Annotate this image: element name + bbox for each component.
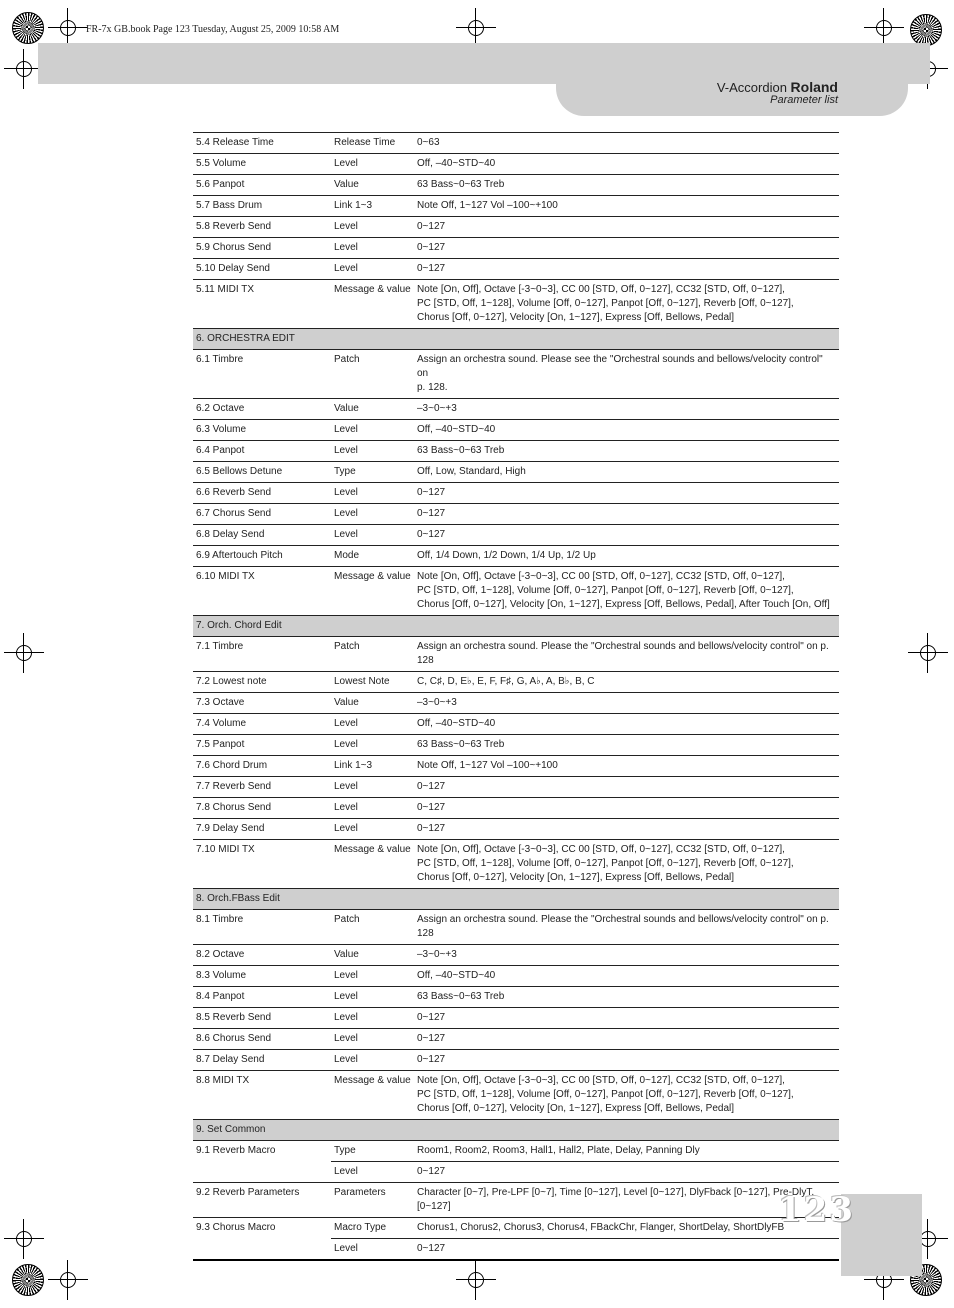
parameter-name: 7.3 Octave [193, 693, 331, 714]
parameter-subitem: Level [331, 1162, 414, 1183]
parameter-name: 6.1 Timbre [193, 350, 331, 399]
parameter-name: 8.8 MIDI TX [193, 1071, 331, 1120]
parameter-value: 0~127 [414, 483, 839, 504]
crosshair-icon [464, 1268, 488, 1292]
parameter-subitem: Message & value [331, 567, 414, 616]
brand-name: Roland [790, 79, 838, 95]
parameter-subitem: Level [331, 504, 414, 525]
parameter-value: 0~127 [414, 798, 839, 819]
parameter-subitem: Release Time [331, 133, 414, 154]
table-row [193, 1239, 839, 1261]
parameter-subitem: Level [331, 1029, 414, 1050]
section-heading: 6. ORCHESTRA EDIT [193, 329, 839, 350]
table-row [193, 441, 839, 462]
parameter-name: 6.8 Delay Send [193, 525, 331, 546]
section-heading: 9. Set Common [193, 1120, 839, 1141]
parameter-name: 5.11 MIDI TX [193, 280, 331, 329]
table-row [193, 1183, 839, 1218]
parameter-subitem: Level [331, 238, 414, 259]
parameter-value: 0~127 [414, 1050, 839, 1071]
parameter-value: Assign an orchestra sound. Please see the "Orchestral sounds and bellows/velocity control" on p. 128. [414, 350, 839, 399]
parameter-name: 5.4 Release Time [193, 133, 331, 154]
crosshair-icon [12, 1227, 36, 1251]
parameter-value: Chorus1, Chorus2, Chorus3, Chorus4, FBackChr, Flanger, ShortDelay, ShortDlyFB [414, 1218, 839, 1239]
parameter-name: 7.7 Reverb Send [193, 777, 331, 798]
crosshair-icon [56, 1268, 80, 1292]
parameter-name: 5.9 Chorus Send [193, 238, 331, 259]
parameter-value: Off, Low, Standard, High [414, 462, 839, 483]
table-row [193, 1050, 839, 1071]
parameter-name: 7.8 Chorus Send [193, 798, 331, 819]
parameter-subitem: Level [331, 217, 414, 238]
parameter-subitem: Level [331, 798, 414, 819]
parameter-value: C, C♯, D, E♭, E, F, F♯, G, A♭, A, B♭, B, C [414, 672, 839, 693]
parameter-subitem: Level [331, 777, 414, 798]
parameter-name: 6.4 Panpot [193, 441, 331, 462]
table-row [193, 945, 839, 966]
parameter-subitem: Level [331, 441, 414, 462]
product-name [717, 79, 838, 95]
parameter-name: 8.6 Chorus Send [193, 1029, 331, 1050]
table-row [193, 504, 839, 525]
parameter-name: 9.1 Reverb Macro [193, 1141, 331, 1162]
parameter-subitem: Message & value [331, 840, 414, 889]
table-row [193, 196, 839, 217]
parameter-subitem: Level [331, 714, 414, 735]
parameter-value: –3~0~+3 [414, 945, 839, 966]
parameter-value: –3~0~+3 [414, 693, 839, 714]
parameter-name: 8.2 Octave [193, 945, 331, 966]
parameter-name: 7.2 Lowest note [193, 672, 331, 693]
parameter-subitem: Level [331, 987, 414, 1008]
table-row [193, 714, 839, 735]
parameter-subitem: Mode [331, 546, 414, 567]
parameter-subitem: Level [331, 1008, 414, 1029]
parameter-value: 63 Bass~0~63 Treb [414, 175, 839, 196]
parameter-name: 8.1 Timbre [193, 910, 331, 945]
parameter-subitem: Type [331, 462, 414, 483]
table-row [193, 777, 839, 798]
parameter-name: 6.10 MIDI TX [193, 567, 331, 616]
table-row [193, 483, 839, 504]
parameter-value: Room1, Room2, Room3, Hall1, Hall2, Plate, Delay, Panning Dly [414, 1141, 839, 1162]
parameter-value: 63 Bass~0~63 Treb [414, 441, 839, 462]
parameter-subitem: Level [331, 154, 414, 175]
parameter-name: 5.8 Reverb Send [193, 217, 331, 238]
table-row [193, 546, 839, 567]
table-row [193, 693, 839, 714]
parameter-subitem: Message & value [331, 280, 414, 329]
parameter-name [193, 1239, 331, 1261]
parameter-subitem: Level [331, 259, 414, 280]
parameter-name: 5.10 Delay Send [193, 259, 331, 280]
table-row [193, 756, 839, 777]
parameter-table [193, 132, 839, 1261]
table-row [193, 1029, 839, 1050]
parameter-subitem: Value [331, 175, 414, 196]
crosshair-icon [916, 641, 940, 665]
section-row [193, 889, 839, 910]
parameter-value: 0~63 [414, 133, 839, 154]
parameter-subitem: Link 1~3 [331, 756, 414, 777]
table-row [193, 567, 839, 616]
table-row [193, 462, 839, 483]
parameter-value: Note Off, 1~127 Vol –100~+100 [414, 196, 839, 217]
table-row [193, 420, 839, 441]
parameter-subitem: Level [331, 420, 414, 441]
section-row [193, 616, 839, 637]
parameter-value: 0~127 [414, 1029, 839, 1050]
parameter-value: 0~127 [414, 525, 839, 546]
print-slug: FR-7x GB.book Page 123 Tuesday, August 25, 2009 10:58 AM [86, 24, 340, 35]
table-row [193, 154, 839, 175]
parameter-name: 7.4 Volume [193, 714, 331, 735]
parameter-value: Off, –40~STD~40 [414, 420, 839, 441]
parameter-name: 6.2 Octave [193, 399, 331, 420]
parameter-subitem: Level [331, 966, 414, 987]
table-row [193, 840, 839, 889]
table-row [193, 735, 839, 756]
parameter-subitem: Patch [331, 910, 414, 945]
parameter-subitem: Macro Type [331, 1218, 414, 1239]
parameter-name: 7.10 MIDI TX [193, 840, 331, 889]
parameter-value: 0~127 [414, 504, 839, 525]
parameter-value: 63 Bass~0~63 Treb [414, 987, 839, 1008]
table-row [193, 966, 839, 987]
parameter-name: 9.2 Reverb Parameters [193, 1183, 331, 1218]
parameter-name: 7.1 Timbre [193, 637, 331, 672]
table-row [193, 238, 839, 259]
crosshair-icon [12, 57, 36, 81]
parameter-table-body [193, 133, 839, 1261]
parameter-name: 6.9 Aftertouch Pitch [193, 546, 331, 567]
table-row [193, 525, 839, 546]
parameter-value: Character [0~7], Pre-LPF [0~7], Time [0~127], Level [0~127], DlyFback [0~127], Pre-DlyT. [0~127] [414, 1183, 839, 1218]
parameter-subitem: Value [331, 693, 414, 714]
parameter-value: Off, –40~STD~40 [414, 154, 839, 175]
parameter-value: Off, –40~STD~40 [414, 966, 839, 987]
crosshair-icon [464, 16, 488, 40]
parameter-subitem: Patch [331, 350, 414, 399]
parameter-value: –3~0~+3 [414, 399, 839, 420]
table-row [193, 798, 839, 819]
parameter-value: 0~127 [414, 1008, 839, 1029]
parameter-name: 7.6 Chord Drum [193, 756, 331, 777]
parameter-name [193, 1162, 331, 1183]
parameter-subitem: Link 1~3 [331, 196, 414, 217]
parameter-value: 63 Bass~0~63 Treb [414, 735, 839, 756]
parameter-name: 5.5 Volume [193, 154, 331, 175]
parameter-value: 0~127 [414, 1162, 839, 1183]
parameter-name: 6.5 Bellows Detune [193, 462, 331, 483]
table-row [193, 350, 839, 399]
parameter-subitem: Level [331, 1239, 414, 1261]
parameter-name: 6.7 Chorus Send [193, 504, 331, 525]
parameter-value: 0~127 [414, 259, 839, 280]
parameter-subitem: Value [331, 399, 414, 420]
parameter-value: Note [On, Off], Octave [-3~0~3], CC 00 [STD, Off, 0~127], CC32 [STD, Off, 0~127], PC [STD, Off, 1~128], Volume [Off, 0~127], Panpot [Off, 0~127], Reverb [Off, 0~127], Chorus [Off, 0~127], Velocity [On, 1~127], Express [Off, Bellows, Pedal] [414, 280, 839, 329]
parameter-name: 7.9 Delay Send [193, 819, 331, 840]
parameter-value: 0~127 [414, 238, 839, 259]
parameter-name: 8.3 Volume [193, 966, 331, 987]
parameter-subitem: Level [331, 483, 414, 504]
table-row [193, 1071, 839, 1120]
parameter-value: Assign an orchestra sound. Please the "Orchestral sounds and bellows/velocity control" on p. 128 [414, 637, 839, 672]
table-row [193, 819, 839, 840]
parameter-value: Note Off, 1~127 Vol –100~+100 [414, 756, 839, 777]
registration-burst-icon [12, 12, 44, 44]
crosshair-icon [12, 641, 36, 665]
parameter-name: 8.5 Reverb Send [193, 1008, 331, 1029]
table-row [193, 133, 839, 154]
parameter-value: Note [On, Off], Octave [-3~0~3], CC 00 [STD, Off, 0~127], CC32 [STD, Off, 0~127], PC [STD, Off, 1~128], Volume [Off, 0~127], Panpot [Off, 0~127], Reverb [Off, 0~127], Chorus [Off, 0~127], Velocity [On, 1~127], Express [Off, Bellows, Pedal] [414, 1071, 839, 1120]
table-row [193, 399, 839, 420]
page-number: 123 [778, 1190, 855, 1230]
parameter-subitem: Level [331, 819, 414, 840]
parameter-name: 6.3 Volume [193, 420, 331, 441]
parameter-value: 0~127 [414, 1239, 839, 1261]
registration-burst-icon [910, 14, 942, 46]
header-title-tab [556, 60, 908, 116]
parameter-value: Note [On, Off], Octave [-3~0~3], CC 00 [STD, Off, 0~127], CC32 [STD, Off, 0~127], PC [STD, Off, 1~128], Volume [Off, 0~127], Panpot [Off, 0~127], Reverb [Off, 0~127], Chorus [Off, 0~127], Velocity [On, 1~127], Express [Off, Bellows, Pedal] [414, 840, 839, 889]
section-heading: 7. Orch. Chord Edit [193, 616, 839, 637]
parameter-subitem: Type [331, 1141, 414, 1162]
table-row [193, 637, 839, 672]
registration-burst-icon [12, 1264, 44, 1296]
parameter-subitem: Parameters [331, 1183, 414, 1218]
table-row [193, 1008, 839, 1029]
table-row [193, 175, 839, 196]
parameter-value: Off, –40~STD~40 [414, 714, 839, 735]
crosshair-icon [872, 16, 896, 40]
table-row [193, 910, 839, 945]
section-row [193, 329, 839, 350]
table-row [193, 1218, 839, 1239]
table-row [193, 987, 839, 1008]
parameter-name: 6.6 Reverb Send [193, 483, 331, 504]
parameter-name: 9.3 Chorus Macro [193, 1218, 331, 1239]
section-heading: 8. Orch.FBass Edit [193, 889, 839, 910]
parameter-name: 8.4 Panpot [193, 987, 331, 1008]
parameter-value: 0~127 [414, 217, 839, 238]
parameter-subitem: Level [331, 735, 414, 756]
table-row [193, 1141, 839, 1162]
parameter-name: 8.7 Delay Send [193, 1050, 331, 1071]
table-row [193, 259, 839, 280]
section-title: Parameter list [770, 94, 838, 106]
table-row [193, 1162, 839, 1183]
parameter-value: Note [On, Off], Octave [-3~0~3], CC 00 [STD, Off, 0~127], CC32 [STD, Off, 0~127], PC [STD, Off, 1~128], Volume [Off, 0~127], Panpot [Off, 0~127], Reverb [Off, 0~127], Chorus [Off, 0~127], Velocity [On, 1~127], Express [Off, Bellows, Pedal], After Touch [On, Off] [414, 567, 839, 616]
parameter-subitem: Level [331, 1050, 414, 1071]
table-row [193, 280, 839, 329]
parameter-subitem: Lowest Note [331, 672, 414, 693]
parameter-subitem: Level [331, 525, 414, 546]
table-row [193, 217, 839, 238]
parameter-name: 5.7 Bass Drum [193, 196, 331, 217]
parameter-value: 0~127 [414, 819, 839, 840]
parameter-value: Assign an orchestra sound. Please the "Orchestral sounds and bellows/velocity control" on p. 128 [414, 910, 839, 945]
crosshair-icon [56, 16, 80, 40]
product-prefix: V-Accordion [716, 80, 787, 95]
parameter-subitem: Value [331, 945, 414, 966]
section-row [193, 1120, 839, 1141]
parameter-name: 7.5 Panpot [193, 735, 331, 756]
parameter-name: 5.6 Panpot [193, 175, 331, 196]
table-row [193, 672, 839, 693]
parameter-subitem: Message & value [331, 1071, 414, 1120]
parameter-value: 0~127 [414, 777, 839, 798]
parameter-subitem: Patch [331, 637, 414, 672]
parameter-value: Off, 1/4 Down, 1/2 Down, 1/4 Up, 1/2 Up [414, 546, 839, 567]
